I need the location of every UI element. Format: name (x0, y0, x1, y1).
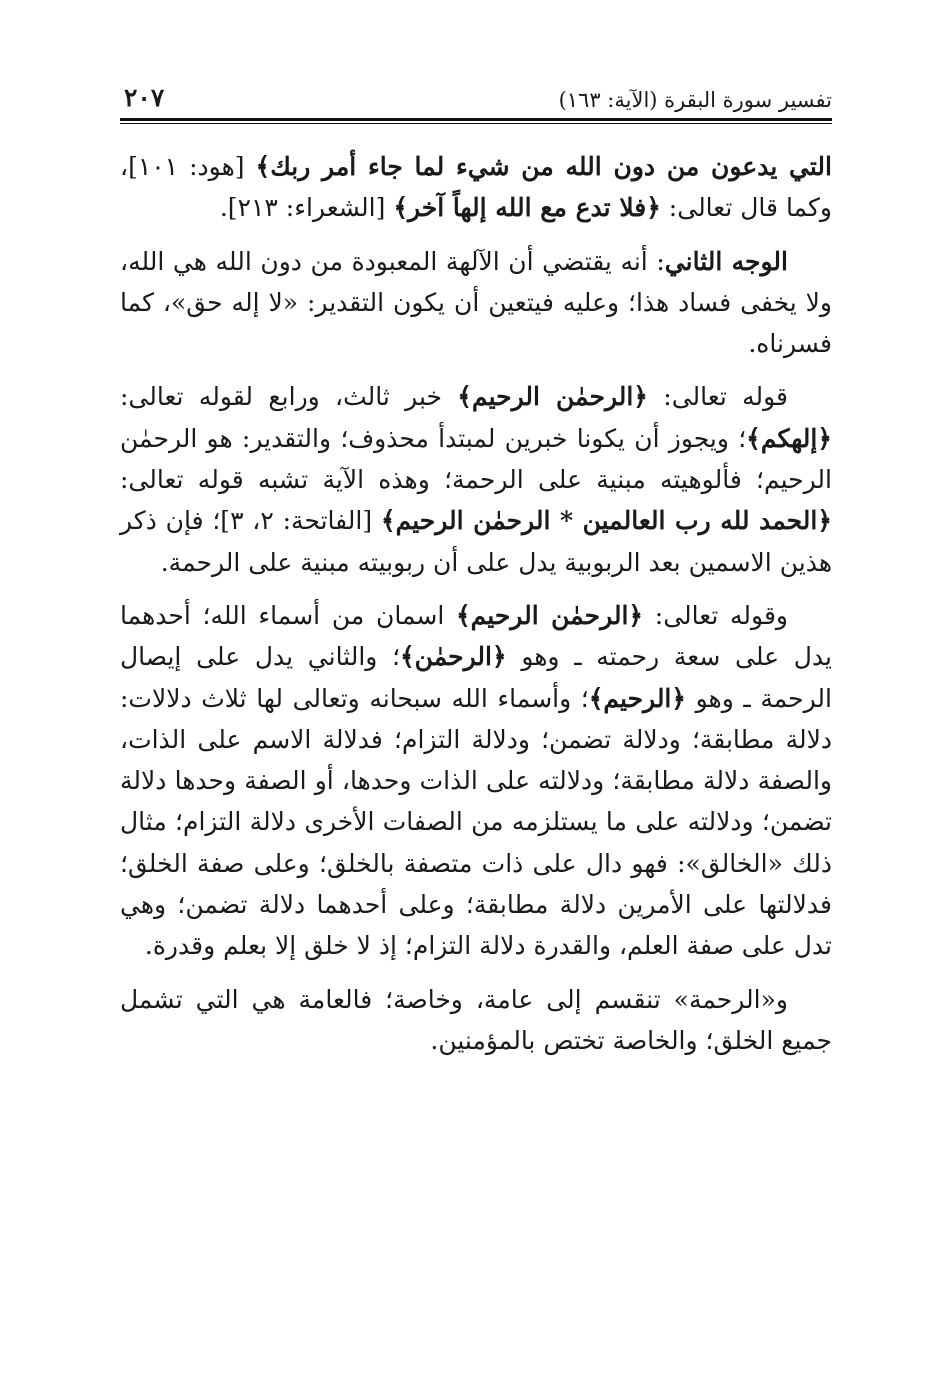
quoted-text: ﴿الحمد لله رب العالمين * الرحمٰن الرحيم﴾ (380, 506, 832, 536)
body-run: خبر ثالث، ورابع لقوله تعالى: (120, 382, 458, 412)
body-text (120, 146, 832, 1061)
running-title: تفسير سورة البقرة (الآية: ١٦٣) (558, 88, 832, 112)
quoted-text: ﴿الرحيم﴾ (588, 683, 687, 713)
body-run: ؛ وأسماء الله سبحانه وتعالى لها ثلاث دلالات: دلالة مطابقة؛ ودلالة تضمن؛ ودلالة التزام؛ فدلالة الاسم على الذات، والصفة دلالة مطابقة؛ ودلالته على الذات وحدها، أو الصفة وحدها دلالة تضمن؛ ودلالته على ما يستلزمه من الصفات الأخرى دلالة التزام؛ مثال ذلك «الخالق»: فهو دال على ذات متصفة بالخلق؛ وعلى صفة الخلق؛ فدلالتها على الأمرين دلالة مطابقة؛ وعلى أحدهما دلالة تضمن؛ وهي تدل على صفة العلم، والقدرة دلالة التزام؛ إذ لا خلق إلا بعلم وقدرة. (120, 683, 832, 961)
body-run: قوله تعالى: (647, 382, 788, 412)
paragraph-3 (120, 376, 832, 582)
body-run: ؛ ويجوز أن يكونا خبرين لمبتدأ محذوف؛ والتقدير: هو الرحمٰن الرحيم؛ فألوهيته مبنية على الرحمة؛ وهذه الآية تشبه قوله تعالى: (120, 423, 832, 495)
book-page (120, 78, 832, 1318)
quoted-text: ﴿إلهكم﴾ (746, 423, 832, 453)
page-number: ٢٠٧ (124, 83, 165, 112)
paragraph-4 (120, 595, 832, 967)
quoted-text: التي يدعون من دون الله من شيء لما جاء أمر ربك﴾ (255, 152, 832, 181)
body-run: [الفاتحة: ٢، ٣]؛ فإن ذكر هذين الاسمين بعد الربوبية يدل على أن ربوبيته مبنية على الرحمة. (120, 506, 832, 577)
page-header (120, 78, 832, 112)
body-run: وقوله تعالى: (643, 600, 788, 630)
quoted-text: ﴿الرحمٰن الرحيم﴾ (457, 382, 648, 412)
quoted-text: الوجه الثاني (664, 246, 788, 276)
header-rule-thin (120, 123, 832, 124)
paragraph-2 (120, 241, 832, 365)
quoted-text: ﴿فلا تدع مع الله إلهاً آخر﴾ (393, 193, 661, 223)
quoted-text: ﴿الرحمٰن﴾ (400, 642, 507, 672)
quoted-text: ﴿الرحمٰن الرحيم﴾ (456, 600, 644, 630)
body-run: اسمان من أسماء الله؛ أحدهما يدل على سعة رحمته ـ وهو (120, 600, 832, 672)
paragraph-1 (120, 146, 832, 229)
header-rule-thick (120, 118, 832, 121)
paragraph-5 (120, 979, 832, 1062)
body-run: ؛ والثاني يدل على إيصال الرحمة ـ وهو (120, 642, 832, 713)
body-run: و«الرحمة» تنقسم إلى عامة، وخاصة؛ فالعامة هي التي تشمل جميع الخلق؛ والخاصة تختص بالمؤمنين. (120, 984, 832, 1055)
body-run: [هود: ١٠١]، وكما قال تعالى: (120, 152, 832, 223)
body-run: : أنه يقتضي أن الآلهة المعبودة من دون الله هي الله، ولا يخفى فساد هذا؛ وعليه فيتعين أن يكون التقدير: «لا إله حق»، كما فسرناه. (120, 246, 832, 359)
body-run: [الشعراء: ٢١٣]. (219, 193, 394, 223)
